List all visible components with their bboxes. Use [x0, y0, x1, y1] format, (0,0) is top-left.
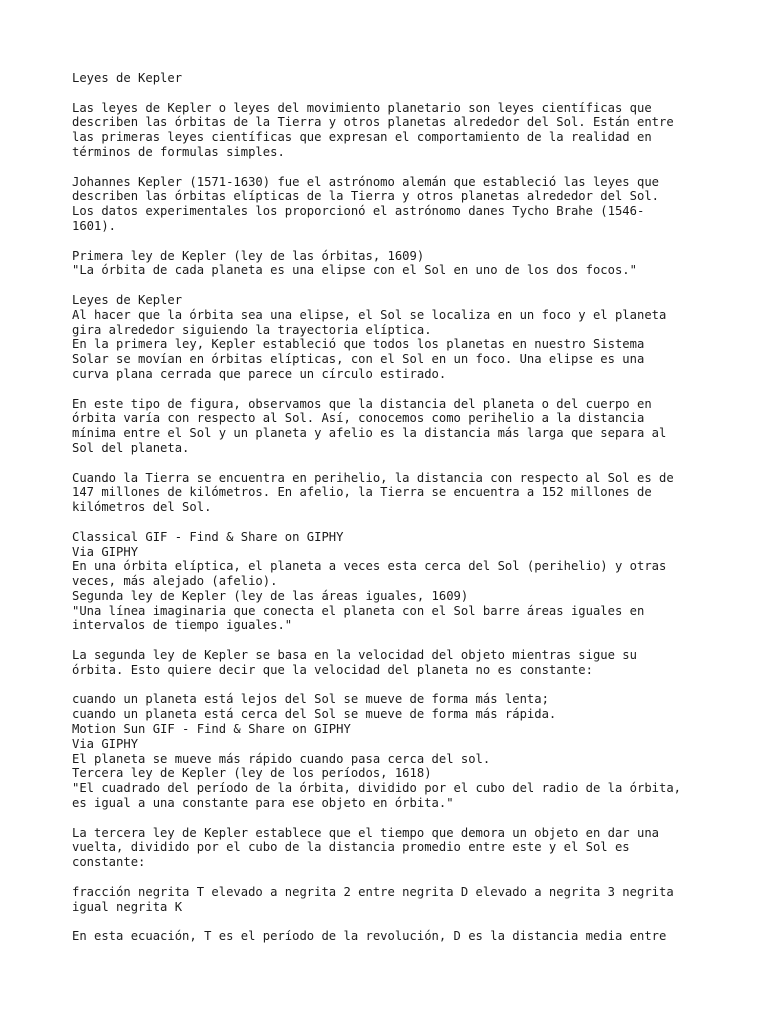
paragraph-formula: fracción negrita T elevado a negrita 2 entre negrita D elevado a negrita 3 negrita igual negrita K: [72, 884, 674, 914]
paragraph-second-law: Classical GIF - Find & Share on GIPHY Via GIPHY En una órbita elíptica, el planeta a veces esta cerca del Sol (perihelio) y otras veces, más alejado (afelio). Segunda ley de Kepler (ley de las áreas iguales, 1609) "Una línea imaginaria que conecta el planeta con el Sol barre áreas iguales en intervalos de tiempo iguales.": [72, 529, 667, 633]
document-page: [72, 71, 702, 959]
paragraph-intro: Las leyes de Kepler o leyes del movimiento planetario son leyes científicas que describen las órbitas de la Tierra y otros planetas alrededor del Sol. Están entre las primeras leyes científicas que expresan el comportamiento de la realidad en términos de formulas simples.: [72, 100, 674, 159]
paragraph-equation-variables: En esta ecuación, T es el período de la revolución, D es la distancia media entre: [72, 929, 667, 944]
paragraph-third-law: cuando un planeta está lejos del Sol se mueve de forma más lenta; cuando un planeta está cerca del Sol se mueve de forma más rápida. Motion Sun GIF - Find & Share on GIPHY Via GIPHY El planeta se mueve más rápido cuando pasa cerca del sol. Tercera ley de Kepler (ley de los períodos, 1618) "El cuadrado del período de la órbita, dividido por el cubo del radio de la órbita, es igual a una constante para ese objeto en órbita.": [72, 692, 682, 811]
paragraph-third-law-explanation: La tercera ley de Kepler establece que el tiempo que demora un objeto en dar una vuelta, dividido por el cubo de la distancia promedio entre este y el Sol es constante:: [72, 825, 659, 870]
paragraph-earth-distance: Cuando la Tierra se encuentra en perihelio, la distancia con respecto al Sol es de 147 millones de kilómetros. En afelio, la Tierra se encuentra a 152 millones de kilómetros del Sol.: [72, 470, 674, 515]
paragraph-johannes-kepler: Johannes Kepler (1571-1630) fue el astrónomo alemán que estableció las leyes que describen las órbitas elípticas de la Tierra y otros planetas alrededor del Sol. Los datos experimentales los proporcionó el astrónomo danes Tycho Brahe (1546- 1601).: [72, 174, 659, 233]
paragraph-first-law-explanation: Leyes de Kepler Al hacer que la órbita sea una elipse, el Sol se localiza en un foco y el planeta gira alrededor siguiendo la trayectoria elíptica. En la primera ley, Kepler estableció que todos los planetas en nuestro Sistema Solar se movían en órbitas elípticas, con el Sol en un foco. Una elipse es una curva plana cerrada que parece un círculo estirado.: [72, 292, 667, 381]
paragraph-first-law: Primera ley de Kepler (ley de las órbitas, 1609) "La órbita de cada planeta es una elipse con el Sol en uno de los dos focos.": [72, 248, 637, 278]
paragraph-perihelion-aphelion: En este tipo de figura, observamos que la distancia del planeta o del cuerpo en órbita varía con respecto al Sol. Así, conocemos como perihelio a la distancia mínima entre el Sol y un planeta y afelio es la distancia más larga que separa al Sol del planeta.: [72, 396, 667, 455]
paragraph-second-law-explanation: La segunda ley de Kepler se basa en la velocidad del objeto mientras sigue su órbita. Esto quiere decir que la velocidad del planeta no es constante:: [72, 648, 637, 677]
document-title: Leyes de Kepler: [72, 71, 183, 85]
